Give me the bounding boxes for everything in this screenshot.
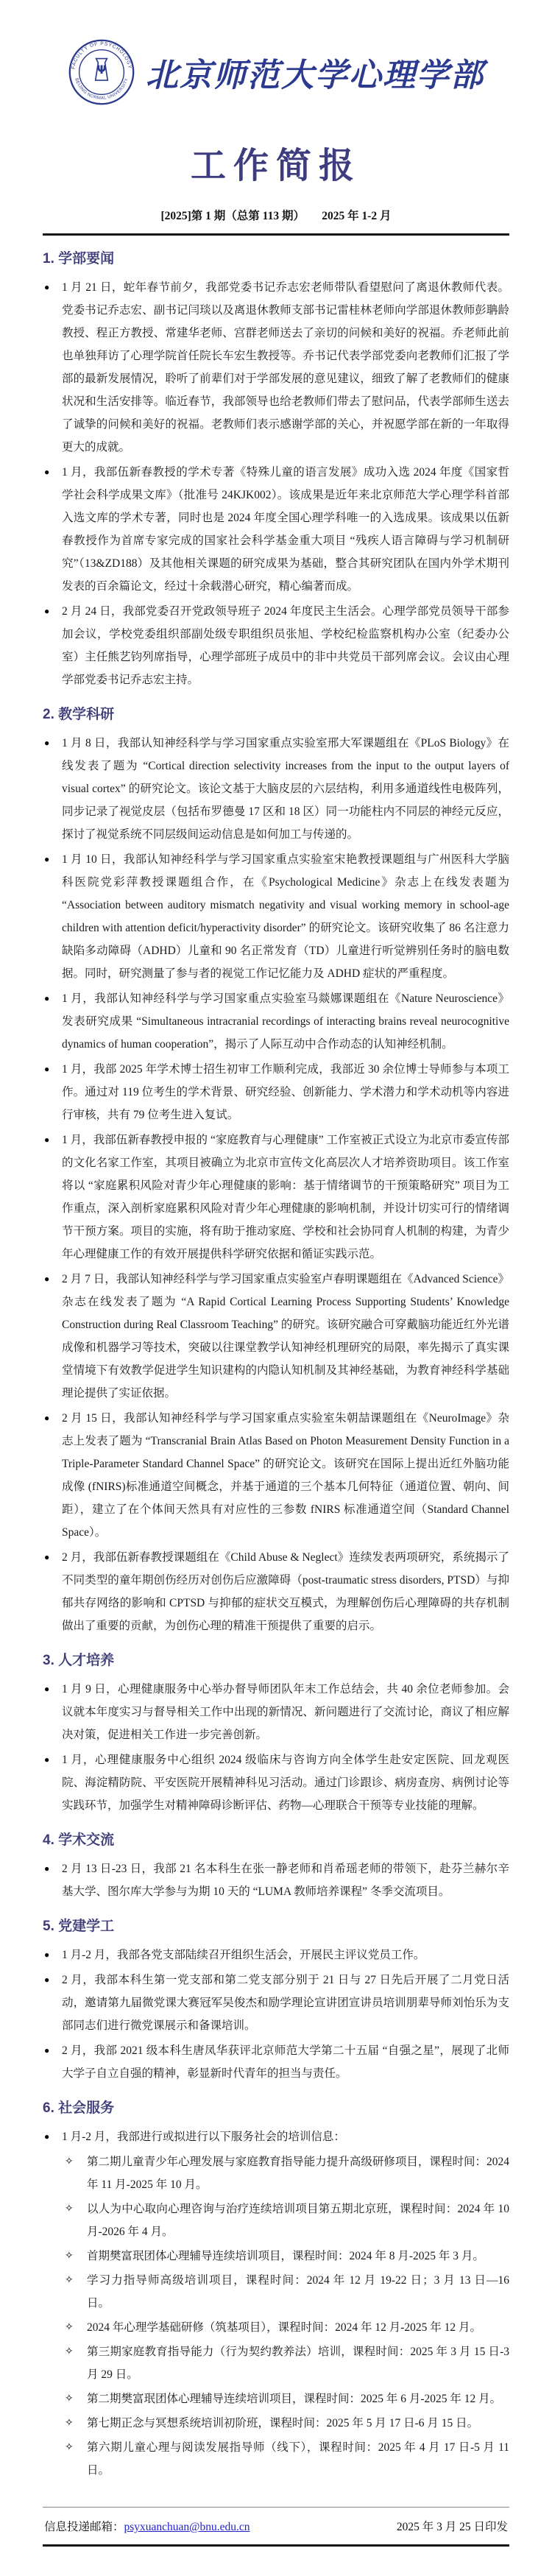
bullet-item xyxy=(43,1678,509,1746)
sub-item xyxy=(62,2269,509,2315)
seal-bottom-text: BEIJING NORMAL UNIVERSITY xyxy=(74,77,130,101)
section-heading: 3. 人才培养 xyxy=(43,1653,115,1668)
section-heading: 1. 学部要闻 xyxy=(43,251,115,267)
diamond-bullet-icon: ✧ xyxy=(65,2346,74,2357)
bullet-text: 2 月 15 日，我部认知神经科学与学习国家重点实验室朱朝喆课题组在《NeuroImage》杂志上发表了题为 “Transcranial Brain Atlas Based on Photon Measurement Density Function in a Triple-Parameter Standard Channel Space” 的研究论文。该研究在国际上提出近红外脑功能成像 (fNIRS)标准通道空间概念，并基于通道的三个基本几何特征（通道位置、朝向、间距），建立了在个体间天然具有对应性的三参数 fNIRS 标准通道空间（Standard Channel Space）。 xyxy=(62,1412,509,1539)
bullet-dot-icon: ● xyxy=(44,1949,50,1960)
sub-item-text: 第七期正念与冥想系统培训初阶班，课程时间：2025 年 5 月 17 日-6 月 15 日。 xyxy=(87,2417,479,2429)
bullet-dot-icon: ● xyxy=(44,1552,50,1562)
issue-line: [2025]第 1 期（总第 113 期） 2025 年 1-2 月 xyxy=(160,210,392,222)
bullet-dot-icon: ● xyxy=(44,1863,50,1874)
bullet-text: 2 月，我部 2021 级本科生唐凤华获评北京师范大学第二十五届 “自强之星”，展现了北师大学子自立自强的精神，彰显新时代青年的担当与责任。 xyxy=(62,2044,509,2080)
bullet-item xyxy=(43,1058,509,1126)
bullet-item xyxy=(43,1748,509,1817)
section xyxy=(43,1915,509,2085)
org-name: 北京师范大学心理学部 xyxy=(146,57,484,93)
section xyxy=(43,703,509,1637)
bullet-item xyxy=(43,1129,509,1266)
sections xyxy=(43,247,509,2482)
section-heading: 6. 社会服务 xyxy=(43,2100,115,2116)
bullet-dot-icon: ● xyxy=(44,993,50,1003)
bullet-text: 1 月-2 月，我部进行或拟进行以下服务社会的培训信息： xyxy=(62,2131,345,2143)
diamond-bullet-icon: ✧ xyxy=(65,2441,74,2453)
bullet-dot-icon: ● xyxy=(44,854,50,864)
bullet-text: 2 月，我部伍新春教授课题组在《Child Abuse & Neglect》连续发表两项研究，系统揭示了不同类型的童年期创伤经历对创伤后应激障碍（post-traumatic stress disorders, PTSD）与抑郁共存网络的影响和 CPTSD 与抑郁的症状交互模式，为理解创伤后心理障碍的共存机制做出了重要的贡献，为创伤心理的精准干预提供了重要的启示。 xyxy=(62,1551,509,1632)
section xyxy=(43,2097,509,2482)
sub-item-text: 第六期儿童心理与阅读发展指导师（线下），课程时间：2025 年 4 月 17 日-5 月 11 日。 xyxy=(87,2441,509,2477)
bullet-item xyxy=(43,987,509,1056)
footer xyxy=(43,2507,509,2547)
contact-email-link[interactable]: psyxuanchuan@bnu.edu.cn xyxy=(124,2521,250,2533)
sub-item-text: 学习力指导师高级培训项目，课程时间：2024 年 12 月 19-22 日；3 月 13 日—16 日。 xyxy=(87,2274,509,2309)
bullet-dot-icon: ● xyxy=(44,467,50,477)
sub-item xyxy=(62,2388,509,2410)
diamond-bullet-icon: ✧ xyxy=(65,2274,74,2286)
bullet-item xyxy=(43,1268,509,1405)
diamond-bullet-icon: ✧ xyxy=(65,2393,74,2404)
diamond-bullet-icon: ✧ xyxy=(65,2250,74,2262)
section-heading: 2. 教学科研 xyxy=(43,707,115,722)
document-title: 工作简报 xyxy=(190,147,361,186)
bullet-item xyxy=(43,2039,509,2085)
bullet-item xyxy=(43,2125,509,2148)
sub-item xyxy=(62,2412,509,2435)
sub-item-text: 第二期儿童青少年心理发展与家庭教育指导能力提升高级研修项目，课程时间：2024 年 11 月-2025 年 10 月。 xyxy=(87,2156,509,2191)
bullet-text: 1 月 10 日，我部认知神经科学与学习国家重点实验室宋艳教授课题组与广州医科大学脑科医院党彩萍教授课题组合作，在《Psychological Medicine》杂志上在线发表题为 “Association between auditory mismatch negativity and visual working memory in school-age children with attention deficit/hyperactivity disorder” 的研究论文。该研究收集了 86 名注意力缺陷多动障碍（ADHD）儿童和 90 名正常发育（TD）儿童进行听觉辨别任务时的脑电数据。同时，研究测量了参与者的视觉工作记忆能力及 ADHD 症状的严重程度。 xyxy=(62,853,509,980)
diamond-bullet-icon: ✧ xyxy=(65,2417,74,2429)
sub-item-text: 以人为中心取向心理咨询与治疗连续培训项目第五期北京班，课程时间：2024 年 10 月-2026 年 4 月。 xyxy=(87,2203,509,2238)
footer-divider-thick xyxy=(43,2544,509,2547)
bullet-text: 1 月-2 月，我部各党支部陆续召开组织生活会，开展民主评议党员工作。 xyxy=(62,1949,425,1961)
print-date: 2025 年 3 月 25 日印发 xyxy=(396,2521,508,2533)
bullet-text: 2 月 7 日，我部认知神经科学与学习国家重点实验室卢春明课题组在《Advanced Science》杂志在线发表了题为 “A Rapid Cortical Learning Process Supporting Students’ Knowledge Construction during Real Classroom Teaching” 的研究。该研究融合可穿戴脑功能近红外光谱成像和机器学习等技术，突破以往课堂教学认知神经机理研究的局限，率先揭示了真实课堂情境下有效教学促进学生知识建构的内隐认知机制及其神经基础，为教育神经科学基础理论提供了实证依据。 xyxy=(62,1273,509,1400)
bullet-dot-icon: ● xyxy=(44,1135,50,1145)
bullet-dot-icon: ● xyxy=(44,738,50,748)
header-divider xyxy=(43,233,509,236)
diamond-bullet-icon: ✧ xyxy=(65,2203,74,2215)
bullet-item xyxy=(43,732,509,846)
bullet-dot-icon: ● xyxy=(44,282,50,292)
seal-psi-symbol: Ψ xyxy=(96,62,107,77)
bullet-text: 2 月，我部本科生第一党支部和第二党支部分别于 21 日与 27 日先后开展了二月党日活动，邀请第九届微党课大赛冠军吴俊杰和励学理论宣讲团宣讲员培训朋辈导师刘怡乐为支部同志们进行微党课展示和备课培训。 xyxy=(62,1974,509,2032)
bullet-text: 1 月，我部认知神经科学与学习国家重点实验室马燚娜课题组在《Nature Neuroscience》 发表研究成果 “Simultaneous intracranial recordings of interacting brains reveal neurocognitive dynamics of human cooperation”，揭示了人际互动中合作动态的认知神经机制。 xyxy=(62,992,509,1051)
bullet-dot-icon: ● xyxy=(44,1754,50,1765)
bullet-dot-icon: ● xyxy=(44,1684,50,1694)
bullet-item xyxy=(43,1546,509,1637)
section-heading: 5. 党建学工 xyxy=(43,1919,115,1934)
sub-item xyxy=(62,2436,509,2482)
bullet-dot-icon: ● xyxy=(44,1413,50,1423)
bullet-item xyxy=(43,1407,509,1544)
faculty-seal-logo xyxy=(68,38,135,106)
sub-item xyxy=(62,2245,509,2268)
bullet-text: 2 月 13 日-23 日，我部 21 名本科生在张一静老师和肖希瑶老师的带领下，赴芬兰赫尔辛基大学、图尔库大学参与为期 10 天的 “LUMA 教师培养课程” 冬季交流项目。 xyxy=(62,1863,509,1898)
bullet-dot-icon: ● xyxy=(44,1274,50,1284)
diamond-bullet-icon: ✧ xyxy=(65,2321,74,2333)
sub-item-text: 首期樊富珉团体心理辅导连续培训项目，课程时间：2024 年 8 月-2025 年 3 月。 xyxy=(87,2250,484,2262)
bullet-item xyxy=(43,848,509,985)
header xyxy=(43,38,509,106)
bullet-text: 1 月，我部伍新春教授申报的 “家庭教育与心理健康” 工作室被正式设立为北京市委宣传部的文化名家工作室，其项目被确立为北京市宣传文化高层次人才培养资助项目。该工作室将以 “家庭累积风险对青少年心理健康的影响：基于情绪调节的干预策略研究” 项目为工作重点，深入剖析家庭累积风险对青少年心理健康的影响机制，并设计切实可行的情绪调节干预方案。项目的实施，将有助于推动家庭、学校和社会协同育人机制的构建，为青少年心理健康工作的有效开展提供科学研究依据和循证实践示范。 xyxy=(62,1134,509,1260)
bullet-dot-icon: ● xyxy=(44,1064,50,1074)
sub-item-text: 第三期家庭教育指导能力（行为契约教养法）培训，课程时间：2025 年 3 月 15 日-3 月 29 日。 xyxy=(87,2346,509,2381)
sub-item xyxy=(62,2198,509,2243)
section-heading: 4. 学术交流 xyxy=(43,1832,115,1848)
sub-item-text: 2024 年心理学基础研修（筑基项目），课程时间：2024 年 12 月-2025 年 12 月。 xyxy=(87,2321,482,2334)
section xyxy=(43,1649,509,1817)
bullet-item xyxy=(43,276,509,459)
bullet-dot-icon: ● xyxy=(44,2045,50,2055)
bullet-item xyxy=(43,600,509,691)
email-label: 信息投递邮箱： xyxy=(44,2521,124,2533)
bullet-text: 2 月 24 日，我部党委召开党政领导班子 2024 年度民主生活会。心理学部党员领导干部参加会议，学校党委组织部副处级专职组织员张旭、学校纪检监察机构办公室（纪委办公室）主任熊艺钧列席指导，心理学部班子成员中的非中共党员干部列席会议。会议由心理学部党委书记乔志宏主持。 xyxy=(62,605,509,686)
sub-item xyxy=(62,2150,509,2196)
bullet-item xyxy=(43,1944,509,1966)
sub-item xyxy=(62,2316,509,2339)
bullet-item xyxy=(43,1857,509,1903)
seal-top-text: FACULTY OF PSYCHOLOGY xyxy=(71,41,132,70)
bullet-dot-icon: ● xyxy=(44,2131,50,2142)
footer-row xyxy=(43,2508,509,2544)
bullet-text: 1 月，我部伍新春教授的学术专著《特殊儿童的语言发展》成功入选 2024 年度《国家哲学社会科学成果文库》（批准号 24KJK002）。该成果是近年来北京师范大学心理学科首部入选文库的学术专著，同时也是 2024 年度全国心理学科唯一的入选成果。该成果以伍新春教授作为首席专家完成的国家社会科学基金重大项目 “残疾人语言障碍与学习机制研究”（13&ZD188）及其他相关课题的研究成果为基础，整合其研究团队在国内外学术期刊发表的百余篇论文，经过十余载潜心研究，精心编著而成。 xyxy=(62,466,509,593)
bullet-text: 1 月 8 日，我部认知神经科学与学习国家重点实验室邢大军课题组在《PLoS Biology》在线发表了题为 “Cortical direction selectivity increases from the input to the output layers of visual cortex” 的研究论文。该论文基于大脑皮层的六层结构，利用多通道线性电极阵列，同步记录了视觉皮层（包括布罗德曼 17 区和 18 区）同一功能柱内不同层的神经元反应，探讨了视觉系统不同层级间运动信息是如何加工与传递的。 xyxy=(62,737,509,841)
bullet-text: 1 月，我部 2025 年学术博士招生初审工作顺利完成，我部近 30 余位博士导师参与本项工作。通过对 119 位考生的学术背景、研究经验、创新能力、学术潜力和学术动机等内容进行审核，共有 79 位考生进入复试。 xyxy=(62,1063,509,1121)
bullet-text: 1 月，心理健康服务中心组织 2024 级临床与咨询方向全体学生赴安定医院、回龙观医院、海淀精防院、平安医院开展精神科见习活动。通过门诊跟诊、病房查房、病例讨论等实践环节，加强学生对精神障碍诊断评估、药物—心理联合干预等专业技能的理解。 xyxy=(62,1754,509,1812)
bullet-dot-icon: ● xyxy=(44,606,50,616)
bullet-item xyxy=(43,1969,509,2037)
section xyxy=(43,247,509,691)
bullet-text: 1 月 9 日，心理健康服务中心举办督导师团队年末工作总结会，共 40 余位老师参加。会议就本年度实习与督导相关工作中出现的新情况、新问题进行了交流讨论，商议了相应解决对策，促进相关工作进一步完善创新。 xyxy=(62,1683,509,1741)
bullet-text: 1 月 21 日，蛇年春节前夕，我部党委书记乔志宏老师带队看望慰问了离退休教师代表。党委书记乔志宏、副书记闫琰以及离退休教师支部书记雷桂林老师向学部退休教师彭聃龄教授、程正方教授、常建华老师、宫群老师送去了亲切的问候和美好的祝福。乔老师此前也单独拜访了心理学院首任院长车宏生教授等。乔书记代表学部党委向老教师们汇报了学部的最新发展情况，聆听了前辈们对于学部发展的意见建议，细致了解了老教师们的健康状况和生活安排等。临近春节，我部领导也给老教师们带去了慰问品，代表学部师生送去了诚挚的问候和美好的祝福。老教师们表示感谢学部的关心，并祝愿学部在新的一年取得更大的成就。 xyxy=(62,281,509,454)
bullet-item xyxy=(43,461,509,598)
section xyxy=(43,1829,509,1903)
sub-item-text: 第二期樊富珉团体心理辅导连续培训项目，课程时间：2025 年 6 月-2025 年 12 月。 xyxy=(87,2393,502,2405)
sub-item xyxy=(62,2340,509,2386)
diamond-bullet-icon: ✧ xyxy=(65,2156,74,2167)
bullet-dot-icon: ● xyxy=(44,1975,50,1985)
footer-contact xyxy=(44,2518,250,2534)
